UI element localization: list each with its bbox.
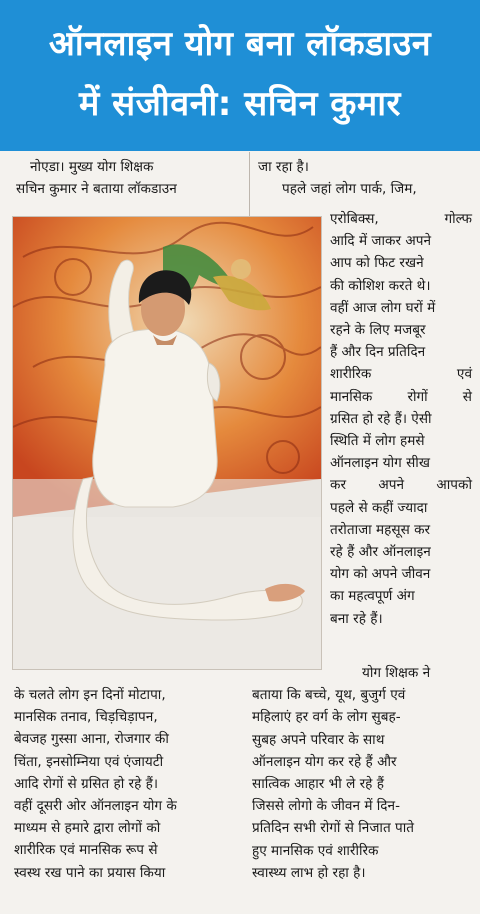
paragraph-line: चिंता, इनसोम्निया एवं एंजायटी (14, 753, 164, 770)
paragraph-line: महिलाएं हर वर्ग के लोग सुबह- (252, 709, 401, 726)
paragraph-line: हैं और दिन प्रतिदिन (330, 344, 426, 361)
paragraph-line: ऑनलाइन योग सीख (330, 455, 430, 472)
paragraph-line: मानसिक तनाव, चिड़चिड़ापन, (14, 709, 158, 726)
paragraph-line: मानसिक रोगों से (330, 388, 472, 405)
paragraph-line: बेवजह गुस्सा आना, रोजगार की (14, 731, 169, 748)
column-divider (249, 152, 250, 216)
paragraph-line: जा रहा है। (258, 159, 309, 175)
headline-banner (0, 0, 480, 151)
headline-line-2: में संजीवनी: सचिन कुमार (79, 84, 401, 124)
article-right-mid (330, 208, 472, 630)
paragraph-line: तरोताजा महसूस कर (330, 521, 431, 538)
article-left-bottom (14, 684, 244, 884)
paragraph-line: स्थिति में लोग हमसे (330, 433, 425, 450)
paragraph-line: पहले जहां लोग पार्क, जिम, (282, 181, 417, 198)
paragraph-line: पहले से कहीं ज्यादा (330, 499, 428, 516)
paragraph-line: प्रतिदिन सभी रोगों से निजात पाते (252, 820, 415, 837)
paragraph-line: योग को अपने जीवन (330, 566, 431, 583)
paragraph-line: कर अपने आपको (330, 477, 472, 494)
paragraph-line: रहे हैं और ऑनलाइन (330, 544, 431, 561)
paragraph-line: हुए मानसिक एवं शारीरिक (252, 842, 379, 859)
paragraph-line: शारीरिक एवं (330, 366, 472, 383)
paragraph-line: जिससे लोगो के जीवन में दिन- (252, 798, 400, 815)
paragraph-line: सुबह अपने परिवार के साथ (252, 731, 385, 748)
paragraph-line: के चलते लोग इन दिनों मोटापा, (14, 687, 166, 703)
paragraph-line: रहने के लिए मजबूर (330, 322, 426, 339)
paragraph-line: आदि रोगों से ग्रसित हो रहे हैं। (14, 775, 159, 792)
paragraph-line: योग शिक्षक ने (362, 665, 431, 681)
paragraph-line: वहीं आज लोग घरों में (330, 299, 436, 316)
paragraph-line: एरोबिक्स, गोल्फ (330, 211, 472, 227)
paragraph-line: ग्रसित हो रहे हैं। ऐसी (330, 410, 432, 427)
paragraph-line: सचिन कुमार ने बताया लॉकडाउन (16, 181, 177, 198)
paragraph-line: नोएडा। मुख्य योग शिक्षक (30, 159, 154, 175)
yoga-photo-illustration (13, 217, 321, 669)
article-right-top (258, 156, 470, 200)
paragraph-line: वहीं दूसरी ओर ऑनलाइन योग के (14, 798, 177, 815)
article-left-top (16, 156, 242, 200)
paragraph-line: बना रहे हैं। (330, 610, 383, 627)
paragraph-line: शारीरिक एवं मानसिक रूप से (14, 842, 158, 859)
paragraph-line: ऑनलाइन योग कर रहे हैं और (252, 753, 397, 770)
yoga-teacher-photo (12, 216, 322, 670)
paragraph-line: आदि में जाकर अपने (330, 233, 431, 250)
paragraph-line: का महत्वपूर्ण अंग (330, 588, 415, 605)
headline-line-1: ऑनलाइन योग बना लॉकडाउन (48, 24, 432, 64)
paragraph-line: आप को फिट रखने (330, 255, 424, 272)
paragraph-line: की कोशिश करते थे। (330, 277, 431, 294)
paragraph-line: स्वास्थ्य लाभ हो रहा है। (252, 864, 366, 881)
paragraph-line: माध्यम से हमारे द्वारा लोगों को (14, 820, 161, 837)
paragraph-line: बताया कि बच्चे, यूथ, बुजुर्ग एवं (252, 687, 406, 704)
article-right-bottom (252, 662, 470, 884)
paragraph-line: स्वस्थ रख पाने का प्रयास किया (14, 864, 166, 881)
paragraph-line: सात्विक आहार भी ले रहे हैं (252, 776, 384, 793)
